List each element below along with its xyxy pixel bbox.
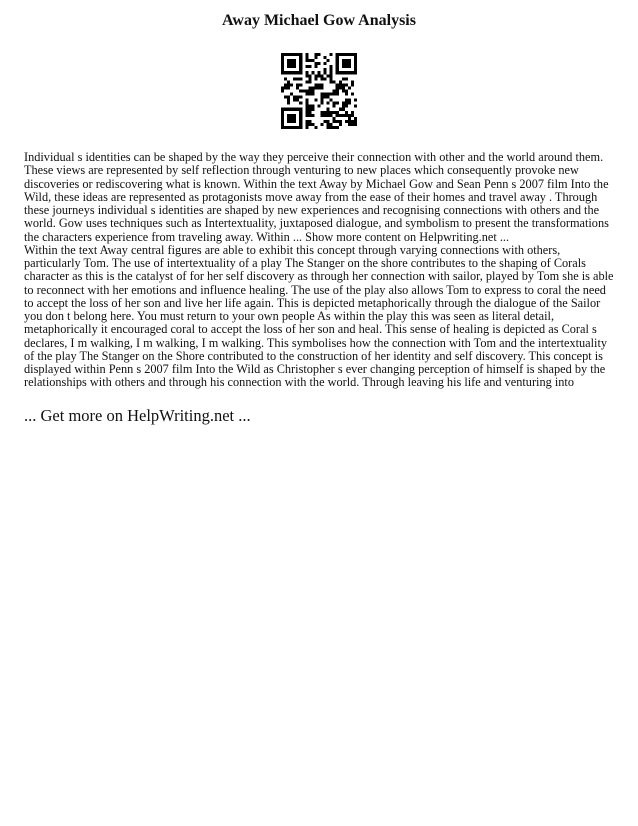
paragraph-intro: Individual s identities can be shaped by the way they perceive their connection with other and the world around them. These views are represented by self reflection through venturing to new places which consequently provoke new discoveries or rediscovering what is known. Within the text Away by Michael Gow and Sean Penn s 2007 film Into the Wild, these ideas are represented as protagonists move away from the ease of their homes and travel away . Through these journeys individual s identities are shaped by new experiences and recognising connections with others and the world. Gow uses techniques such as Intertextuality, juxtaposed dialogue, and symbolism to present the transformations the characters experience from traveling away. Within ... Show more content on Helpwriting.net ... — [24, 150, 609, 244]
qr-code-icon — [281, 53, 357, 129]
get-more-link[interactable]: ... Get more on HelpWriting.net ... — [24, 406, 251, 425]
paragraph-main: Within the text Away central figures are able to exhibit this concept through varying connections with others, particularly Tom. The use of intertextuality of a play The Stanger on the shore contributes to the shaping of Corals character as this is the catalyst of for her self discovery as through her connection with sailor, played by Tom she is able to reconnect with her emotions and influence healing. The use of the play also allows Tom to express to coral the need to accept the loss of her son and live her life again. This is depicted metaphorically through the dialogue of the Sailor you don t belong here. You must return to your own people As within the play this was seen as literal detail, metaphorically it encouraged coral to accept the loss of her son and heal. This sense of healing is depicted as Coral s declares, I m walking, I m walking, I m walking. This symbolises how the connection with Tom and the intertextuality of the play The Stanger on the Shore contributed to the construction of her identity and self discovery. This concept is displayed within Penn s 2007 film Into the Wild as Christopher s ever changing perception of himself is shaped by the relationships with others and through his connection with the world. Through leaving his life and venturing into — [24, 242, 614, 390]
article-body — [24, 151, 616, 390]
page-title: Away Michael Gow Analysis — [222, 12, 416, 29]
qr-code-graphic — [281, 53, 357, 129]
